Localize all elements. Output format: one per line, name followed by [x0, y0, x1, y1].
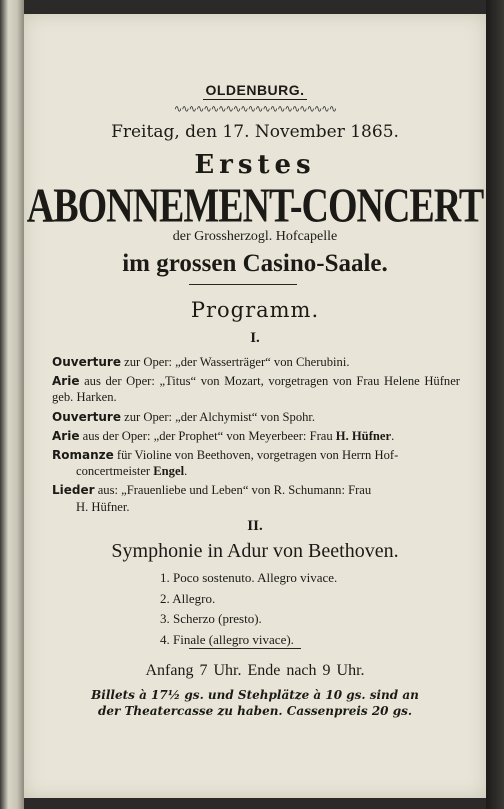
concert-times: Anfang 7 Uhr. Ende nach 9 Uhr.: [145, 662, 365, 679]
movements-list: [160, 568, 337, 650]
programm-heading: Programm.: [190, 298, 320, 322]
program-items-list: [52, 354, 460, 518]
title-abonnement-concert: ABONNEMENT-CONCERT: [26, 179, 484, 234]
concert-date: Freitag, den 17. November 1865.: [111, 122, 399, 142]
ornamental-divider: ∿∿∿∿∿∿∿∿∿∿∿∿∿∿∿∿∿∿∿∿∿∿: [173, 104, 337, 115]
program-item: Lieder aus: „Frauenliebe und Leben“ von R. Schumann: Frau H. Hüfner.: [52, 483, 372, 514]
ticket-info: [24, 687, 486, 719]
orchestra-name: der Grossherzogl. Hofcapelle: [172, 229, 338, 244]
city-heading: OLDENBURG.: [205, 82, 305, 98]
title-erstes: Erstes: [194, 150, 316, 180]
book-spine-edge: [0, 0, 24, 809]
movement-item: 3. Scherzo (presto).: [160, 611, 262, 626]
movement-item: 1. Poco sostenuto. Allegro vivace.: [160, 570, 338, 585]
scan-border: [486, 0, 504, 809]
divider-rule: [189, 648, 301, 649]
program-item: Ouverture zur Oper: „der Wasserträger“ von Cherubini.: [52, 355, 350, 369]
program-item: Ouverture zur Oper: „der Alchymist“ von Spohr.: [52, 409, 316, 424]
concert-program-page: [24, 14, 486, 798]
program-item: Arie aus der Oper: „Titus“ von Mozart, vorgetragen von Frau Helene Hüfner geb. Harken.: [52, 374, 460, 405]
divider-rule: [189, 284, 297, 285]
venue-name: im grossen Casino-Saale.: [122, 250, 388, 277]
part-one-numeral: I.: [250, 330, 260, 346]
movement-item: 4. Finale (allegro vivace).: [160, 631, 294, 647]
part-two-numeral: II.: [247, 518, 263, 534]
ticket-info-line: Billets à 17½ gs. und Stehplätze à 10 gs. sind an: [91, 688, 419, 702]
program-item: Romanze für Violine von Beethoven, vorgetragen von Herrn Hof- concertmeister Engel.: [52, 448, 399, 479]
ticket-info-line: der Theatercasse zu haben. Cassenpreis 20 gs.: [97, 704, 413, 718]
program-item: Arie aus der Oper: „der Prophet“ von Meyerbeer: Frau H. Hüfner.: [52, 428, 395, 443]
movement-item: 2. Allegro.: [160, 590, 216, 606]
symphony-title: Symphonie in Adur von Beethoven.: [111, 540, 399, 562]
